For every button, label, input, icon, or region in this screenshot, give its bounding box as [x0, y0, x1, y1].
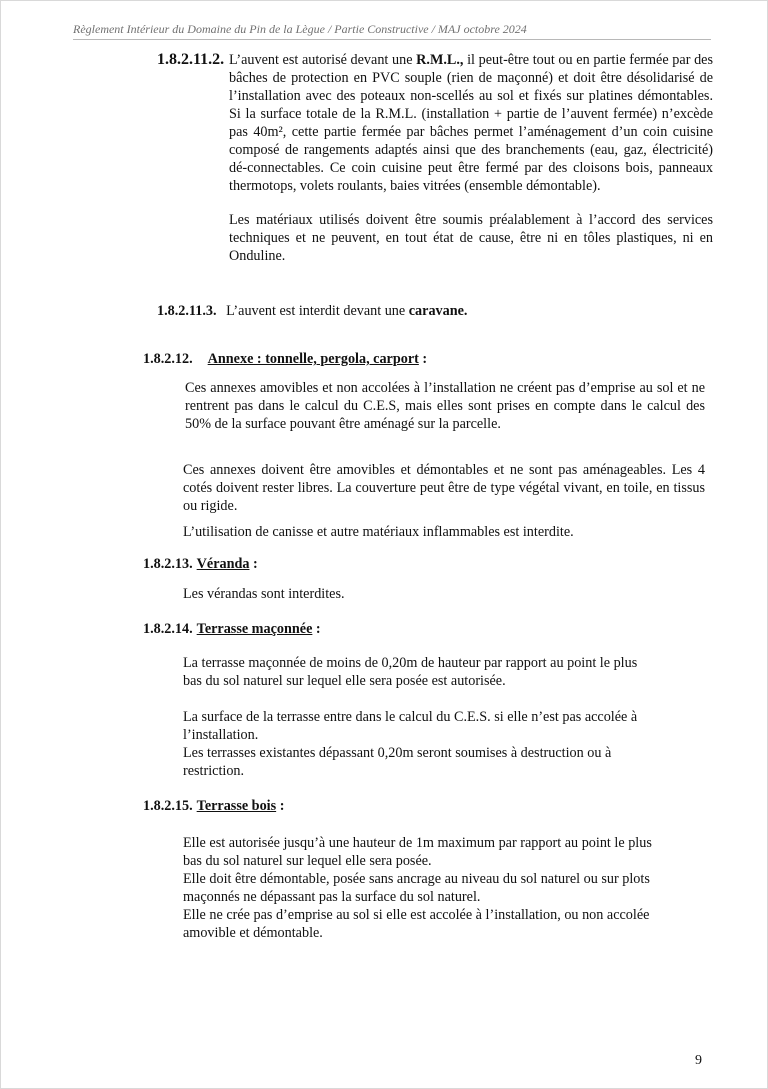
text-line: bas du sol naturel sur lequel elle sera posée est autorisée.	[183, 673, 506, 689]
bold-term: R.M.L.,	[416, 52, 464, 68]
colon: :	[276, 798, 285, 814]
paragraph: Ces annexes doivent être amovibles et démontables et ne sont pas aménageables. Les 4 cotés doivent rester libres. La couverture peut être de type végétal vivant, en toile, en tissus ou rigide.	[183, 462, 705, 514]
section-title: Terrasse maçonnée	[196, 621, 313, 637]
text-line: Elle doit être démontable, posée sans ancrage au niveau du sol naturel ou sur plots	[183, 871, 650, 887]
text-line: Elle est autorisée jusqu’à une hauteur de 1m maximum par rapport au point le plus	[183, 835, 652, 851]
section-number: 1.8.2.13.	[143, 556, 193, 572]
paragraph	[229, 51, 713, 195]
header-divider	[73, 39, 711, 40]
page-number: 9	[695, 1053, 702, 1068]
colon: :	[249, 556, 258, 572]
colon: :	[312, 621, 321, 637]
paragraph	[183, 834, 652, 942]
text-run: il peut-être tout ou en partie fermée par des bâches de protection en PVC souple (rien de maçonné) et doit être désolidarisé de l’installation avec des poteaux non-scellés au sol et fixés sur platines démontables. Si la surface totale de la R.M.L. (installation + partie de l’auvent fermée) n’excède pas 40m², cette partie fermée par bâches permet l’aménagement d’un coin cuisine composé de rangements adaptés ainsi que des branchements (eau, gaz, électricité) dé-connectables. Ce coin cuisine peut être fermé par des cloisons bois, panneaux thermotops, volets roulants, baies vitrées (ensemble démontable).	[229, 52, 713, 194]
section-number: 1.8.2.15.	[143, 798, 193, 814]
text-line: Elle ne crée pas d’emprise au sol si elle est accolée à l’installation, ou non accolée	[183, 907, 650, 923]
paragraph: Les vérandas sont interdites.	[183, 586, 345, 602]
text-line: La surface de la terrasse entre dans le calcul du C.E.S. si elle n’est pas accolée à	[183, 709, 638, 725]
running-header: Règlement Intérieur du Domaine du Pin de la Lègue / Partie Constructive / MAJ octobre 2024	[73, 22, 527, 36]
section-heading-1-8-2-13	[143, 555, 258, 573]
section-title: Terrasse bois	[196, 798, 277, 814]
paragraph: Ces annexes amovibles et non accolées à l’installation ne créent pas d’emprise au sol et ne rentrent pas dans le calcul du C.E.S, mais elles sont prises en compte dans le calcul des 50% de la surface pouvant être aménagé sur la parcelle.	[185, 380, 705, 432]
text-line: bas du sol naturel sur lequel elle sera posée.	[183, 853, 432, 869]
text-run: L’auvent est interdit devant une	[226, 303, 409, 319]
section-number: 1.8.2.14.	[143, 621, 193, 637]
section-title: Véranda	[196, 556, 250, 572]
bold-term: caravane.	[408, 303, 468, 319]
section-number: 1.8.2.12.	[143, 351, 193, 367]
paragraph: Les matériaux utilisés doivent être soumis préalablement à l’accord des services techniques et ne peuvent, en tout état de cause, être ni en tôles plastiques, ni en Onduline.	[229, 212, 713, 264]
section-title: Annexe : tonnelle, pergola, carport	[207, 351, 419, 367]
text-line: La terrasse maçonnée de moins de 0,20m de hauteur par rapport au point le plus	[183, 655, 638, 671]
section-number: 1.8.2.11.3.	[157, 303, 217, 319]
colon: :	[418, 351, 428, 367]
section-1-8-2-11-2	[157, 51, 713, 265]
text-line: maçonnés ne dépassant pas la surface du sol naturel.	[183, 889, 481, 905]
section-heading-1-8-2-14	[143, 620, 321, 638]
text-line: restriction.	[183, 763, 245, 779]
text-line: Les terrasses existantes dépassant 0,20m seront soumises à destruction ou à	[183, 745, 612, 761]
section-number: 1.8.2.11.2.	[157, 51, 225, 68]
paragraph	[183, 654, 637, 690]
text-run: L’auvent est autorisé devant une	[229, 52, 417, 68]
paragraph: L’utilisation de canisse et autre matériaux inflammables est interdite.	[183, 524, 574, 540]
section-heading-1-8-2-12	[143, 350, 427, 368]
paragraph	[183, 708, 637, 780]
text-line: l’installation.	[183, 727, 259, 743]
text-line: amovible et démontable.	[183, 925, 323, 941]
section-1-8-2-11-3	[157, 302, 467, 320]
section-heading-1-8-2-15	[143, 797, 284, 815]
